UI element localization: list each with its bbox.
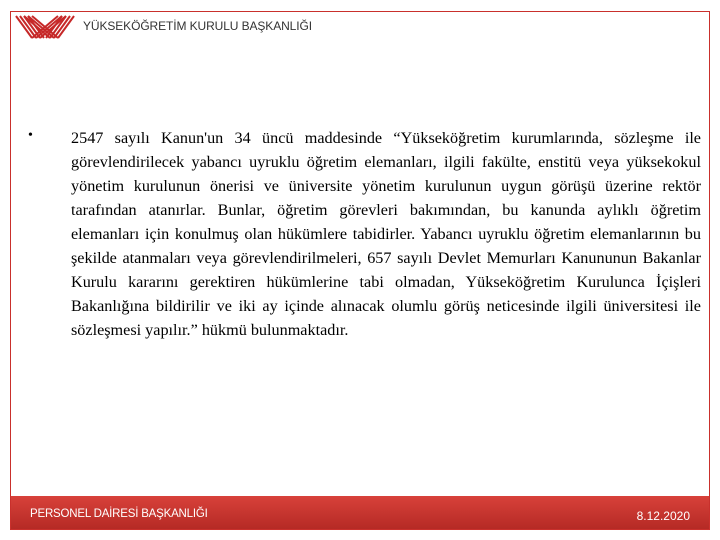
- footer-date: 8.12.2020: [636, 509, 690, 523]
- bullet-icon: •: [28, 128, 33, 143]
- header-title: YÜKSEKÖĞRETİM KURULU BAŞKANLIĞI: [83, 19, 312, 33]
- yok-logo-icon: [14, 12, 76, 40]
- footer-department: PERSONEL DAİRESİ BAŞKANLIĞI: [30, 508, 208, 520]
- body-paragraph: 2547 sayılı Kanun'un 34 üncü maddesinde “Yükseköğretim kurumlarında, sözleşme ile görevlendirilecek yabancı uyruklu öğretim elemanları, ilgili fakülte, enstitü veya yüksekokul yönetim kurulunun önerisi ve üniversite yönetim kurulunun uygun görüşü üzerine rektör tarafından atanırlar. Bunlar, öğretim görevleri bakımından, bu kanunda aylıklı öğretim elemanları için konulmuş olan hükümlere tabidirler. Yabancı uyruklu öğretim elemanlarının bu şekilde atanmaları veya görevlendirilmeleri, 657 sayılı Devlet Memurları Kanununun Bakanlar Kurulu kararını gerektiren hükümlerine tabi olmadan, Yükseköğretim Kurulunca İçişleri Bakanlığına bildirilir ve iki ay içinde alınacak olumlu görüş neticesinde ilgili üniversitesi ile sözleşmesi yapılır.” hükmü bulunmaktadır.: [71, 129, 701, 339]
